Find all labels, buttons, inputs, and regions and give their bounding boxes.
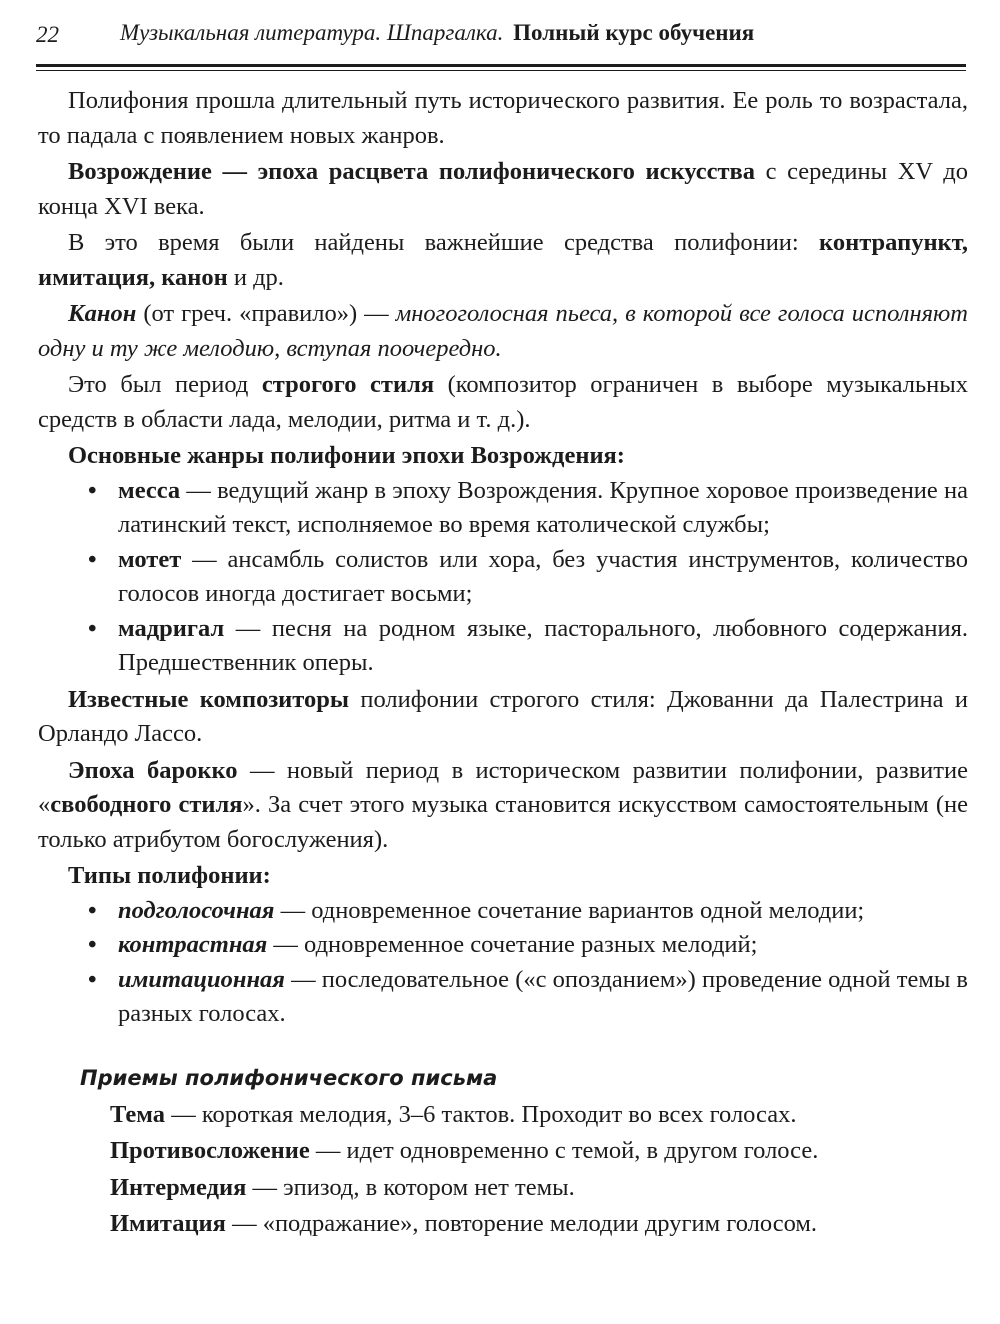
paragraph-baroque: Эпоха барокко — новый период в историческом развитии полифонии, развитие «свободного стиля». За счет этого музыка становится искусством самостоятельным (не только атрибутом богослужения). [38, 756, 968, 853]
paragraph-renaissance: Возрождение — эпоха расцвета полифонического искусства с середины XV до конца XVI века. [38, 158, 968, 220]
list-item: • имитационная — последовательное («с опозданием») проведение одной темы в разных голосах. [118, 963, 968, 1032]
running-title [120, 20, 754, 46]
paragraph-intro: Полифония прошла длительный путь исторического развития. Ее роль то возрастала, то падала с появлением новых жанров. [38, 87, 968, 149]
types-heading: Типы полифонии: [68, 862, 271, 889]
genres-heading: Основные жанры полифонии эпохи Возрождения: [68, 442, 625, 469]
genres-list [38, 474, 968, 681]
running-title-bold: Полный курс обучения [513, 20, 755, 45]
paragraph-means: В это время были найдены важнейшие средства полифонии: контрапункт, имитация, канон и др. [38, 229, 968, 291]
header-rule-thin [36, 70, 966, 71]
types-list [38, 894, 968, 1032]
paragraph-strict-style: Это был период строгого стиля (композитор ограничен в выборе музыкальных средств в области лада, мелодии, ритма и т. д.). [38, 371, 968, 433]
paragraph-canon: Канон (от греч. «правило») — многоголосная пьеса, в которой все голоса исполняют одну и ту же мелодию, вступая поочередно. [38, 300, 968, 362]
list-item: • контрастная — одновременное сочетание разных мелодий; [118, 928, 968, 963]
paragraph-composers: Известные композиторы полифонии строгого стиля: Джованни да Палестрина и Орландо Лассо. [38, 685, 968, 747]
running-title-italic: Музыкальная литература. Шпаргалка. [120, 20, 504, 45]
list-item: • мадригал — песня на родном языке, пасторального, любовного содержания. Предшественник оперы. [118, 612, 968, 681]
term-theme: Тема — короткая мелодия, 3–6 тактов. Проходит во всех голосах. [110, 1100, 797, 1128]
list-item: • подголосочная — одновременное сочетание вариантов одной мелодии; [118, 894, 968, 929]
term-imitation: Имитация — «подражание», повторение мелодии другим голосом. [110, 1210, 818, 1237]
list-item: • мотет — ансамбль солистов или хора, без участия инструментов, количество голосов иногда достигает восьми; [118, 543, 968, 612]
section-title: Приемы полифонического письма [80, 1065, 498, 1090]
page-body [38, 84, 968, 1244]
term-countersubject: Противосложение — идет одновременно с темой, в другом голосе. [110, 1137, 819, 1164]
term-episode: Интермедия — эпизод, в котором нет темы. [110, 1173, 575, 1201]
list-item: • месса — ведущий жанр в эпоху Возрождения. Крупное хоровое произведение на латинский текст, исполняемое во время католической службы; [118, 474, 968, 543]
page-number: 22 [36, 22, 59, 47]
page-header [36, 12, 966, 62]
header-rule-thick [36, 64, 966, 67]
